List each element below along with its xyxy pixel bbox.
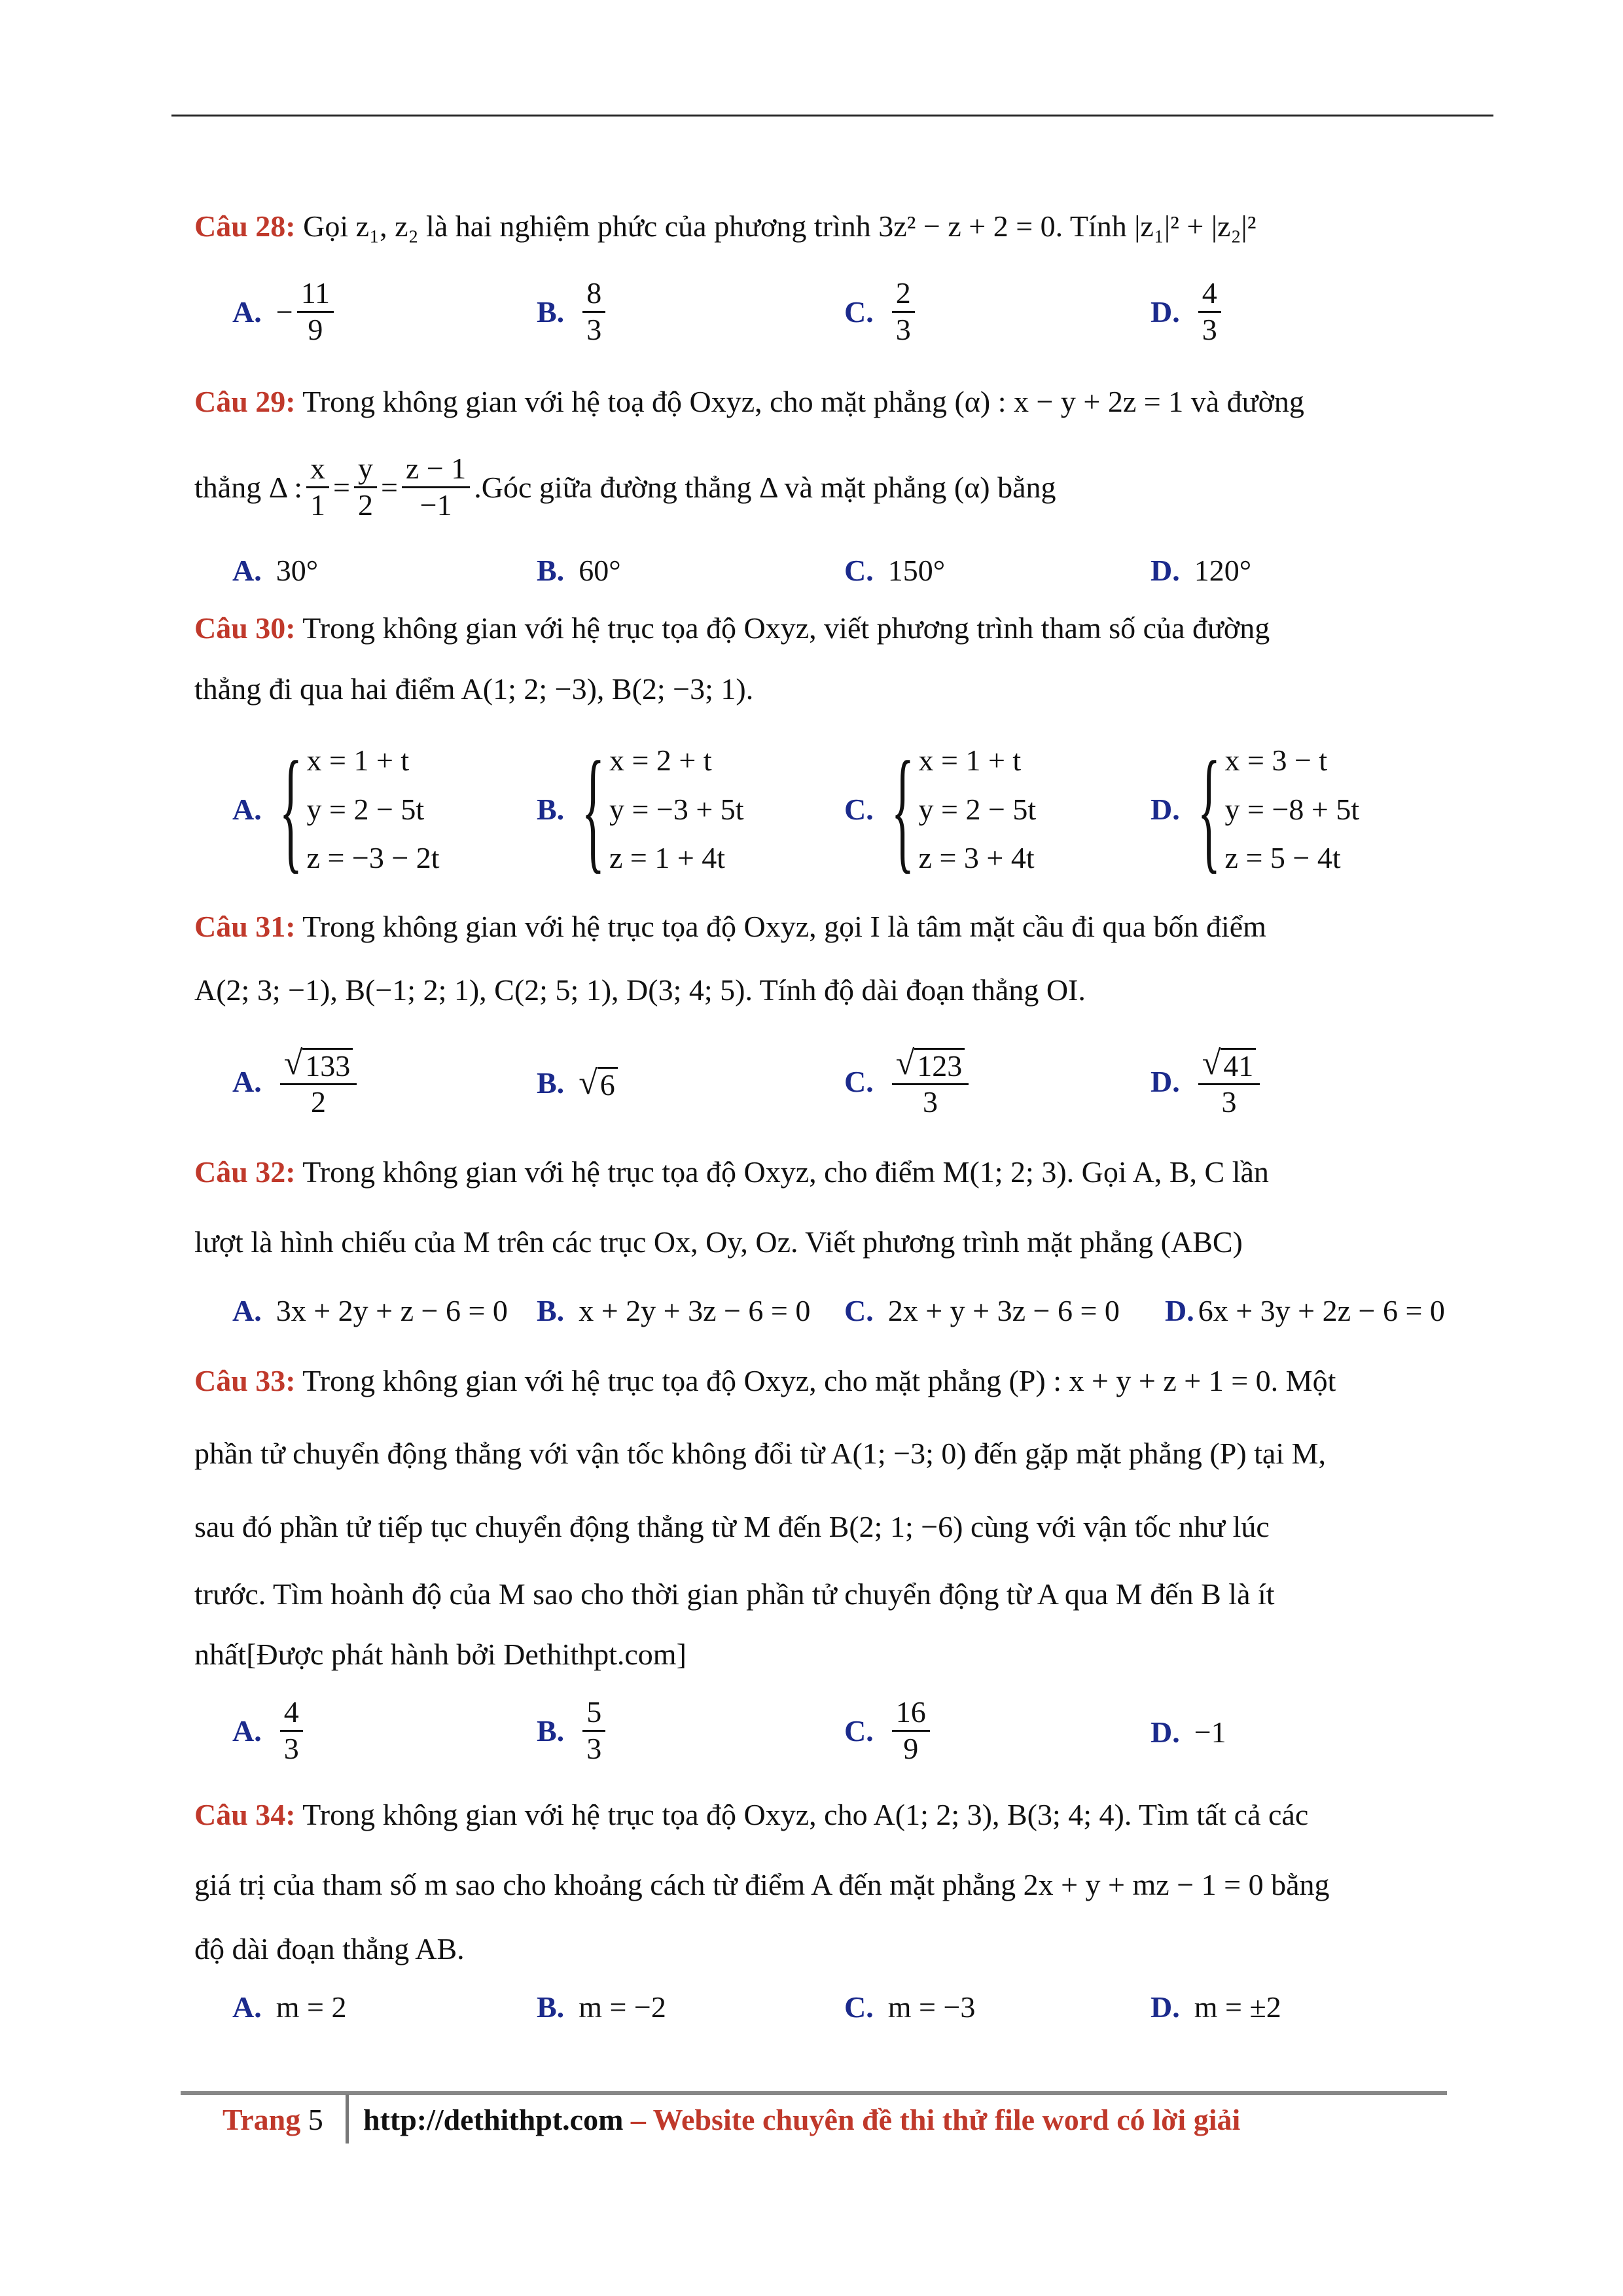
fraction-y — [354, 452, 377, 523]
question-text-line1: Trong không gian với hệ toạ độ Oxyz, cho mặt phẳng (α) : x − y + 2z = 1 và đường — [302, 385, 1304, 418]
numerator: x — [306, 452, 329, 488]
option-letter: A. — [232, 554, 262, 587]
option-34-b[interactable] — [537, 1990, 666, 2024]
question-label: Câu 33: — [194, 1364, 296, 1397]
question-30-line2 — [194, 671, 1427, 707]
option-sign: − — [276, 295, 293, 329]
numerator: 16 — [892, 1695, 930, 1732]
system-row: x = 1 + t — [306, 744, 410, 777]
option-value: 2x + y + 3z − 6 = 0 — [887, 1294, 1120, 1327]
brace: { — [581, 733, 605, 886]
option-value: 120° — [1194, 554, 1252, 587]
question-34 — [194, 1797, 1427, 1833]
fraction — [582, 276, 605, 348]
system-row: z = 5 − 4t — [1224, 841, 1341, 875]
brace: { — [279, 733, 302, 886]
question-34-line2 — [194, 1867, 1427, 1903]
option-30-a[interactable] — [232, 733, 440, 886]
option-29-c[interactable] — [844, 553, 945, 588]
numerator: 4 — [1198, 276, 1221, 313]
question-34-line3 — [194, 1931, 1427, 1967]
system-row: x = 3 − t — [1224, 744, 1328, 777]
option-letter: B. — [537, 1713, 565, 1748]
option-31-a[interactable] — [232, 1044, 361, 1120]
denominator: 3 — [283, 1731, 299, 1765]
option-value: 30° — [276, 554, 319, 587]
option-value: 3x + 2y + z − 6 = 0 — [276, 1294, 508, 1327]
option-letter: A. — [232, 1065, 262, 1099]
system-row: z = 3 + 4t — [918, 841, 1035, 875]
page-label: Trang — [223, 2103, 301, 2136]
denominator: 3 — [895, 312, 911, 346]
question-label: Câu 34: — [194, 1798, 296, 1831]
option-value: m = 2 — [276, 1990, 347, 2024]
option-28-b[interactable] — [537, 276, 609, 348]
option-31-d[interactable] — [1150, 1044, 1264, 1120]
question-32 — [194, 1154, 1427, 1190]
question-33-line2 — [194, 1435, 1427, 1471]
option-33-d[interactable] — [1150, 1715, 1226, 1749]
question-text-line2: A(2; 3; −1), B(−1; 2; 1), C(2; 5; 1), D(3; 4; 5). Tính độ dài đoạn thẳng OI. — [194, 973, 1086, 1007]
option-letter: A. — [232, 295, 262, 329]
question-label: Câu 29: — [194, 385, 296, 418]
fraction-x — [306, 452, 329, 523]
option-letter: D. — [1150, 554, 1180, 587]
question-33 — [194, 1363, 1427, 1399]
denominator: 3 — [923, 1085, 938, 1119]
option-letter: C. — [844, 793, 874, 827]
option-letter: C. — [844, 1294, 874, 1327]
question-text-line1: Trong không gian với hệ trục tọa độ Oxyz, gọi I là tâm mặt cầu đi qua bốn điểm — [302, 910, 1266, 943]
option-value: 150° — [887, 554, 946, 587]
option-32-a[interactable] — [232, 1293, 508, 1328]
question-text-line2-pre: thẳng Δ : — [194, 470, 303, 504]
option-32-b[interactable] — [537, 1293, 810, 1328]
option-value: m = ±2 — [1194, 1990, 1281, 2024]
question-33-line5 — [194, 1636, 1427, 1672]
question-29-line2 — [194, 452, 1427, 523]
option-letter: A. — [232, 1713, 262, 1748]
option-letter: C. — [844, 1065, 874, 1099]
radicand: 6 — [597, 1067, 618, 1102]
question-text-line1: Trong không gian với hệ trục tọa độ Oxyz, cho mặt phẳng (P) : x + y + z + 1 = 0. Một — [302, 1364, 1336, 1397]
radicand: 123 — [914, 1048, 965, 1083]
option-letter: B. — [537, 554, 565, 587]
option-28-c[interactable] — [844, 276, 919, 348]
fraction — [280, 1695, 303, 1767]
question-text-line1: Trong không gian với hệ trục tọa độ Oxyz, cho A(1; 2; 3), B(3; 4; 4). Tìm tất cả các — [302, 1798, 1309, 1831]
numerator: 8 — [582, 276, 605, 313]
denominator: 2 — [357, 488, 373, 522]
question-28 — [194, 208, 1427, 244]
option-letter: B. — [537, 1990, 565, 2024]
option-value: 60° — [579, 554, 621, 587]
question-33-line4 — [194, 1576, 1427, 1612]
question-label: Câu 31: — [194, 910, 296, 943]
question-label: Câu 32: — [194, 1155, 296, 1189]
equation-system — [1194, 733, 1360, 886]
numerator: 4 — [280, 1695, 303, 1732]
fraction — [582, 1695, 605, 1767]
sqrt — [579, 1064, 618, 1102]
page-number: 5 — [308, 2103, 323, 2136]
question-text-line3: sau đó phần tử tiếp tục chuyển động thẳng từ M đến B(2; 1; −6) cùng với vận tốc như lúc — [194, 1510, 1270, 1543]
option-letter: B. — [537, 1294, 565, 1327]
radical-sign: √ — [895, 1045, 915, 1082]
system-row: x = 2 + t — [609, 744, 712, 777]
question-text-line4: trước. Tìm hoành độ của M sao cho thời gian phần tử chuyển động từ A qua M đến B là ít — [194, 1577, 1275, 1611]
option-value: 6x + 3y + 2z − 6 = 0 — [1198, 1294, 1445, 1327]
radical-sign: √ — [1202, 1045, 1221, 1082]
system-row: z = 1 + 4t — [609, 841, 726, 875]
fraction — [892, 276, 915, 348]
option-value: m = −2 — [579, 1990, 666, 2024]
sqrt — [280, 1044, 357, 1085]
question-29 — [194, 384, 1427, 420]
radical-sign: √ — [283, 1045, 303, 1082]
denominator: 1 — [310, 488, 326, 522]
option-letter: D. — [1150, 1715, 1180, 1749]
option-letter: C. — [844, 1990, 874, 2024]
denominator: 3 — [586, 1731, 602, 1765]
option-letter: B. — [537, 295, 565, 329]
option-33-c[interactable] — [844, 1695, 934, 1767]
radicand: 41 — [1221, 1048, 1256, 1083]
numerator: z − 1 — [402, 452, 470, 488]
equals-sign: = — [333, 470, 350, 504]
question-33-line3 — [194, 1509, 1427, 1545]
denominator: 2 — [311, 1085, 326, 1119]
numerator: 2 — [892, 276, 915, 313]
sqrt — [892, 1044, 969, 1085]
question-text-line2: lượt là hình chiếu của M trên các trục Ox, Oy, Oz. Viết phương trình mặt phẳng (ABC) — [194, 1225, 1243, 1259]
question-32-line2 — [194, 1224, 1427, 1260]
option-value: −1 — [1194, 1715, 1226, 1749]
fraction — [1198, 1044, 1260, 1120]
fraction — [280, 1044, 357, 1120]
numerator: 5 — [582, 1695, 605, 1732]
option-29-b[interactable] — [537, 553, 621, 588]
equals-sign: = — [380, 470, 398, 504]
system-row: y = −3 + 5t — [609, 792, 744, 826]
footer-tagline: – Website chuyên đề thi thử file word có lời giải — [623, 2103, 1241, 2136]
fraction-z — [402, 452, 470, 523]
fraction — [892, 1044, 969, 1120]
denominator: −1 — [419, 488, 452, 522]
option-30-c[interactable] — [844, 733, 1037, 886]
question-label: Câu 30: — [194, 611, 296, 645]
option-letter: C. — [844, 295, 874, 329]
option-letter: C. — [844, 554, 874, 587]
option-29-d[interactable] — [1150, 553, 1251, 588]
equation-system — [888, 733, 1037, 886]
system-row: x = 1 + t — [918, 744, 1022, 777]
option-31-b[interactable] — [537, 1064, 618, 1102]
option-32-d[interactable] — [1165, 1293, 1445, 1328]
fraction — [892, 1695, 930, 1767]
footer-page — [223, 2102, 323, 2137]
system-row: y = −8 + 5t — [1224, 792, 1360, 826]
option-34-a[interactable] — [232, 1990, 346, 2024]
system-row: z = −3 − 2t — [306, 841, 440, 875]
option-letter: B. — [537, 793, 565, 827]
question-text-line2: thẳng đi qua hai điểm A(1; 2; −3), B(2; −3; 1). — [194, 672, 754, 706]
question-label: Câu 28: — [194, 209, 296, 243]
option-letter: A. — [232, 1990, 262, 2024]
sqrt — [1198, 1044, 1260, 1085]
question-text-line1: Trong không gian với hệ trục tọa độ Oxyz, cho điểm M(1; 2; 3). Gọi A, B, C lần — [302, 1155, 1269, 1189]
option-34-d[interactable] — [1150, 1990, 1281, 2024]
system-row: y = 2 − 5t — [306, 792, 425, 826]
question-31-line2 — [194, 972, 1427, 1008]
option-31-c[interactable] — [844, 1044, 972, 1120]
option-letter: B. — [537, 1066, 565, 1100]
denominator: 3 — [1202, 312, 1217, 346]
option-28-d[interactable] — [1150, 276, 1225, 348]
option-letter: D. — [1150, 793, 1180, 827]
denominator: 9 — [308, 312, 323, 346]
radical-sign: √ — [579, 1064, 597, 1102]
equation-system — [579, 733, 744, 886]
fraction — [297, 276, 334, 348]
option-letter: A. — [232, 793, 262, 827]
question-text-line1: Trong không gian với hệ trục tọa độ Oxyz, viết phương trình tham số của đường — [302, 611, 1270, 645]
footer-url[interactable]: http://dethithpt.com — [363, 2103, 624, 2136]
numerator: y — [354, 452, 377, 488]
system-row: y = 2 − 5t — [918, 792, 1037, 826]
header-rule — [171, 115, 1493, 117]
option-30-b[interactable] — [537, 733, 744, 886]
denominator: 9 — [903, 1731, 919, 1765]
footer-divider — [346, 2094, 349, 2144]
equation-system — [276, 733, 440, 886]
question-text-line2: giá trị của tham số m sao cho khoảng cách từ điểm A đến mặt phẳng 2x + y + mz − 1 = 0 bằng — [194, 1868, 1330, 1901]
option-33-b[interactable] — [537, 1695, 609, 1767]
option-letter: D. — [1150, 1990, 1180, 2024]
question-31 — [194, 908, 1427, 944]
question-text: Gọi z₁, z₂ là hai nghiệm phức của phương trình 3z² − z + 2 = 0. Tính |z₁|² + |z₂|² — [303, 209, 1257, 243]
option-letter: A. — [232, 1294, 262, 1327]
question-text-line5: nhất[Được phát hành bởi Dethithpt.com] — [194, 1638, 687, 1671]
option-letter: D. — [1165, 1294, 1194, 1327]
option-letter: D. — [1150, 295, 1180, 329]
option-33-a[interactable] — [232, 1695, 307, 1767]
denominator: 3 — [1221, 1085, 1237, 1119]
question-30 — [194, 610, 1427, 646]
question-text-line2-post: .Góc giữa đường thẳng Δ và mặt phẳng (α) bằng — [474, 470, 1056, 504]
denominator: 3 — [586, 312, 602, 346]
numerator: 11 — [297, 276, 334, 313]
radicand: 133 — [302, 1048, 353, 1083]
option-32-c[interactable] — [844, 1293, 1120, 1328]
question-text-line2: phần tử chuyển động thẳng với vận tốc không đổi từ A(1; −3; 0) đến gặp mặt phẳng (P) tại M, — [194, 1437, 1327, 1470]
footer-link[interactable] — [363, 2102, 1240, 2137]
option-letter: C. — [844, 1713, 874, 1748]
footer-rule — [181, 2091, 1447, 2095]
option-letter: D. — [1150, 1065, 1180, 1099]
option-28-a[interactable] — [232, 276, 338, 348]
fraction — [1198, 276, 1221, 348]
question-text-line3: độ dài đoạn thẳng AB. — [194, 1932, 465, 1965]
brace: { — [891, 733, 914, 886]
option-30-d[interactable] — [1150, 733, 1360, 886]
option-value: x + 2y + 3z − 6 = 0 — [579, 1294, 811, 1327]
option-value: m = −3 — [887, 1990, 976, 2024]
option-29-a[interactable] — [232, 553, 318, 588]
brace: { — [1197, 733, 1221, 886]
option-34-c[interactable] — [844, 1990, 975, 2024]
